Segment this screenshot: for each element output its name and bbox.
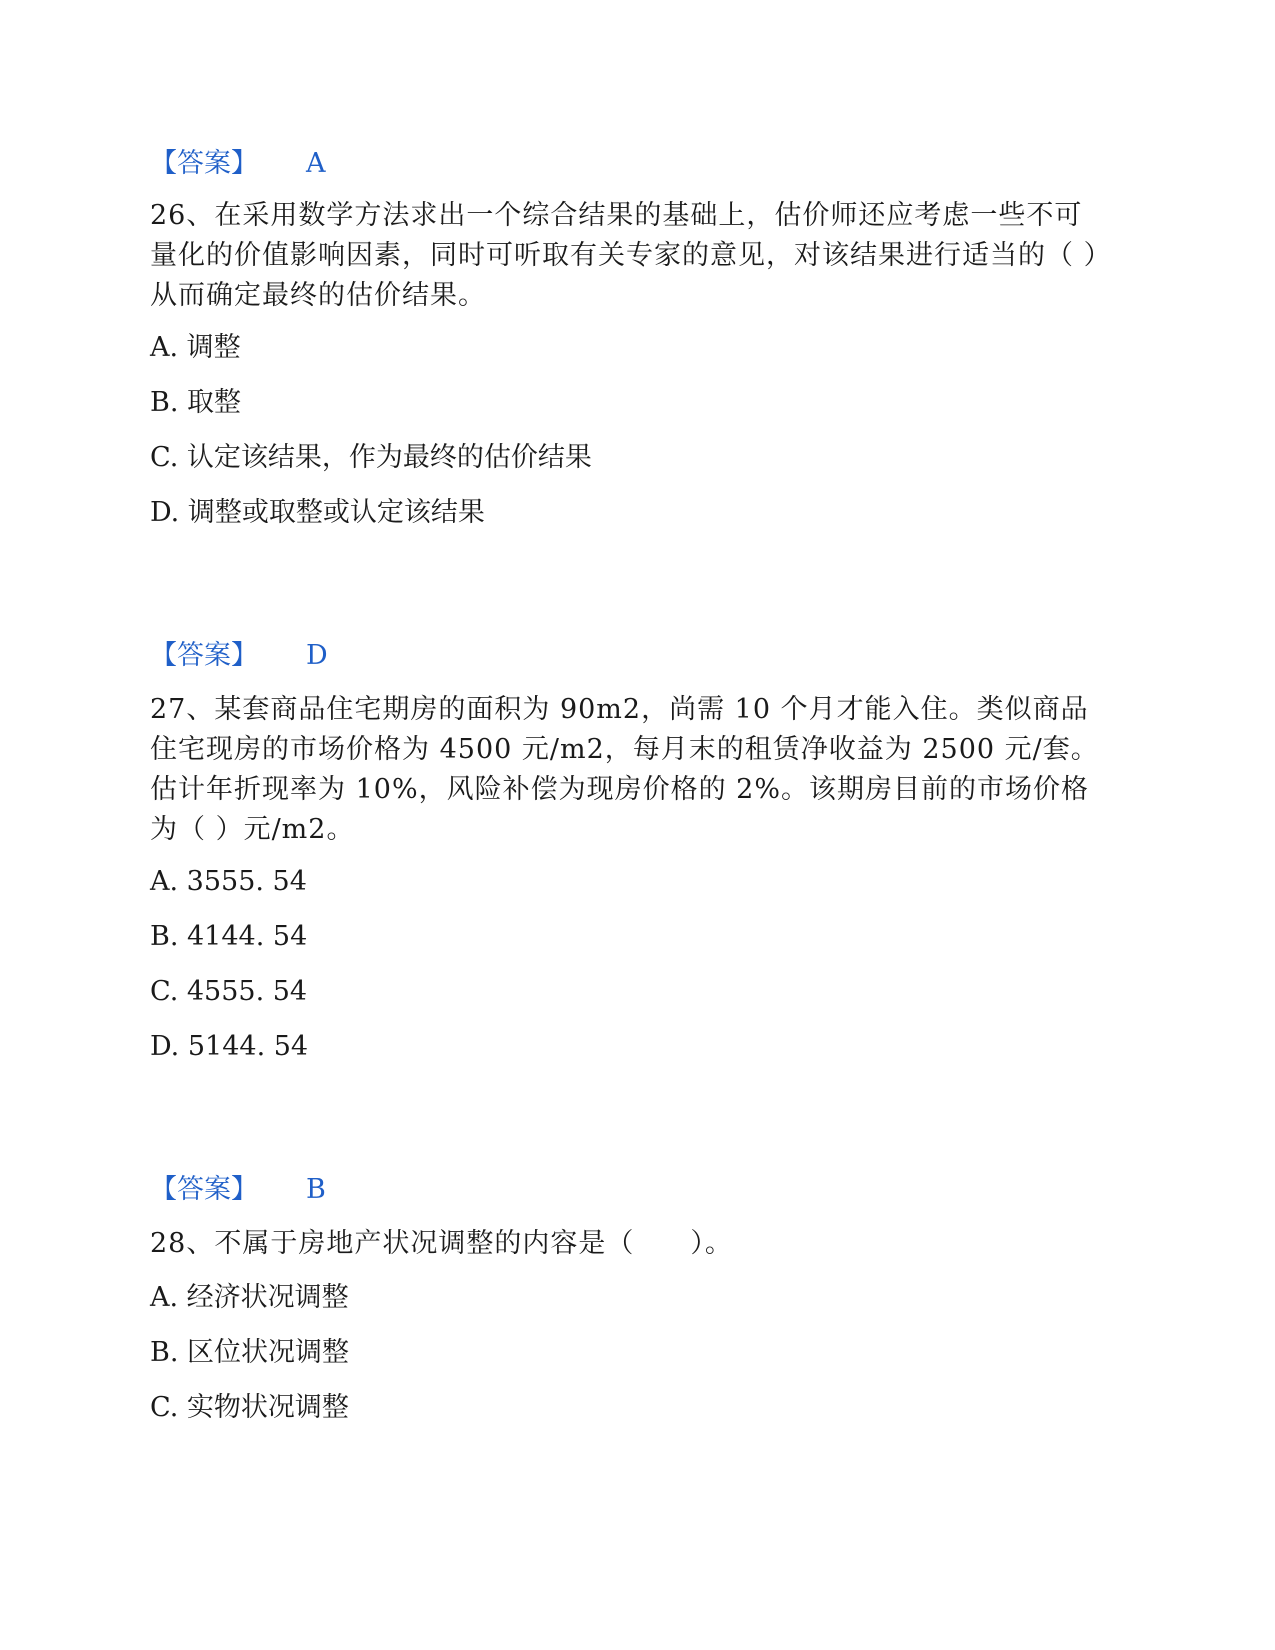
question-27: 27、某套商品住宅期房的面积为 90m2，尚需 10 个月才能入住。类似商品住宅现房的市场价格为 4500 元/m2，每月末的租赁净收益为 2500 元/套。估计年折现率为 10%，风险补偿为现房价格的 2%。该期房目前的市场价格为（ ）元/m2。 (150, 694, 1099, 845)
question-27-option-b: B. 4144. 54 (150, 921, 308, 952)
answer-value: D (306, 640, 328, 671)
question-26-option-b: B. 取整 (150, 387, 242, 418)
question-28-option-b: B. 区位状况调整 (150, 1337, 350, 1368)
question-27-option-d: D. 5144. 54 (150, 1031, 309, 1062)
question-27-option-c: C. 4555. 54 (150, 976, 308, 1007)
question-26: 26、在采用数学方法求出一个综合结果的基础上，估价师还应考虑一些不可量化的价值影响因素，同时可听取有关专家的意见，对该结果进行适当的（ ）从而确定最终的估价结果。 (150, 200, 1099, 311)
question-28-option-a: A. 经济状况调整 (150, 1282, 349, 1313)
answer-line-26 (150, 638, 328, 674)
question-27-option-a: A. 3555. 54 (150, 866, 307, 897)
answer-label: 【答案】 (150, 1174, 258, 1205)
question-28: 28、不属于房地产状况调整的内容是（ ）。 (150, 1228, 733, 1259)
question-26-option-d: D. 调整或取整或认定该结果 (150, 497, 485, 528)
question-26-option-a: A. 调整 (150, 332, 241, 363)
answer-label: 【答案】 (150, 640, 258, 671)
question-26-option-c: C. 认定该结果，作为最终的估价结果 (150, 442, 592, 473)
question-28-option-c: C. 实物状况调整 (150, 1392, 349, 1423)
answer-value: A (306, 148, 326, 179)
answer-value: B (306, 1174, 326, 1205)
answer-line-27 (150, 1172, 326, 1208)
answer-label: 【答案】 (150, 148, 258, 179)
answer-line-25 (150, 146, 326, 182)
